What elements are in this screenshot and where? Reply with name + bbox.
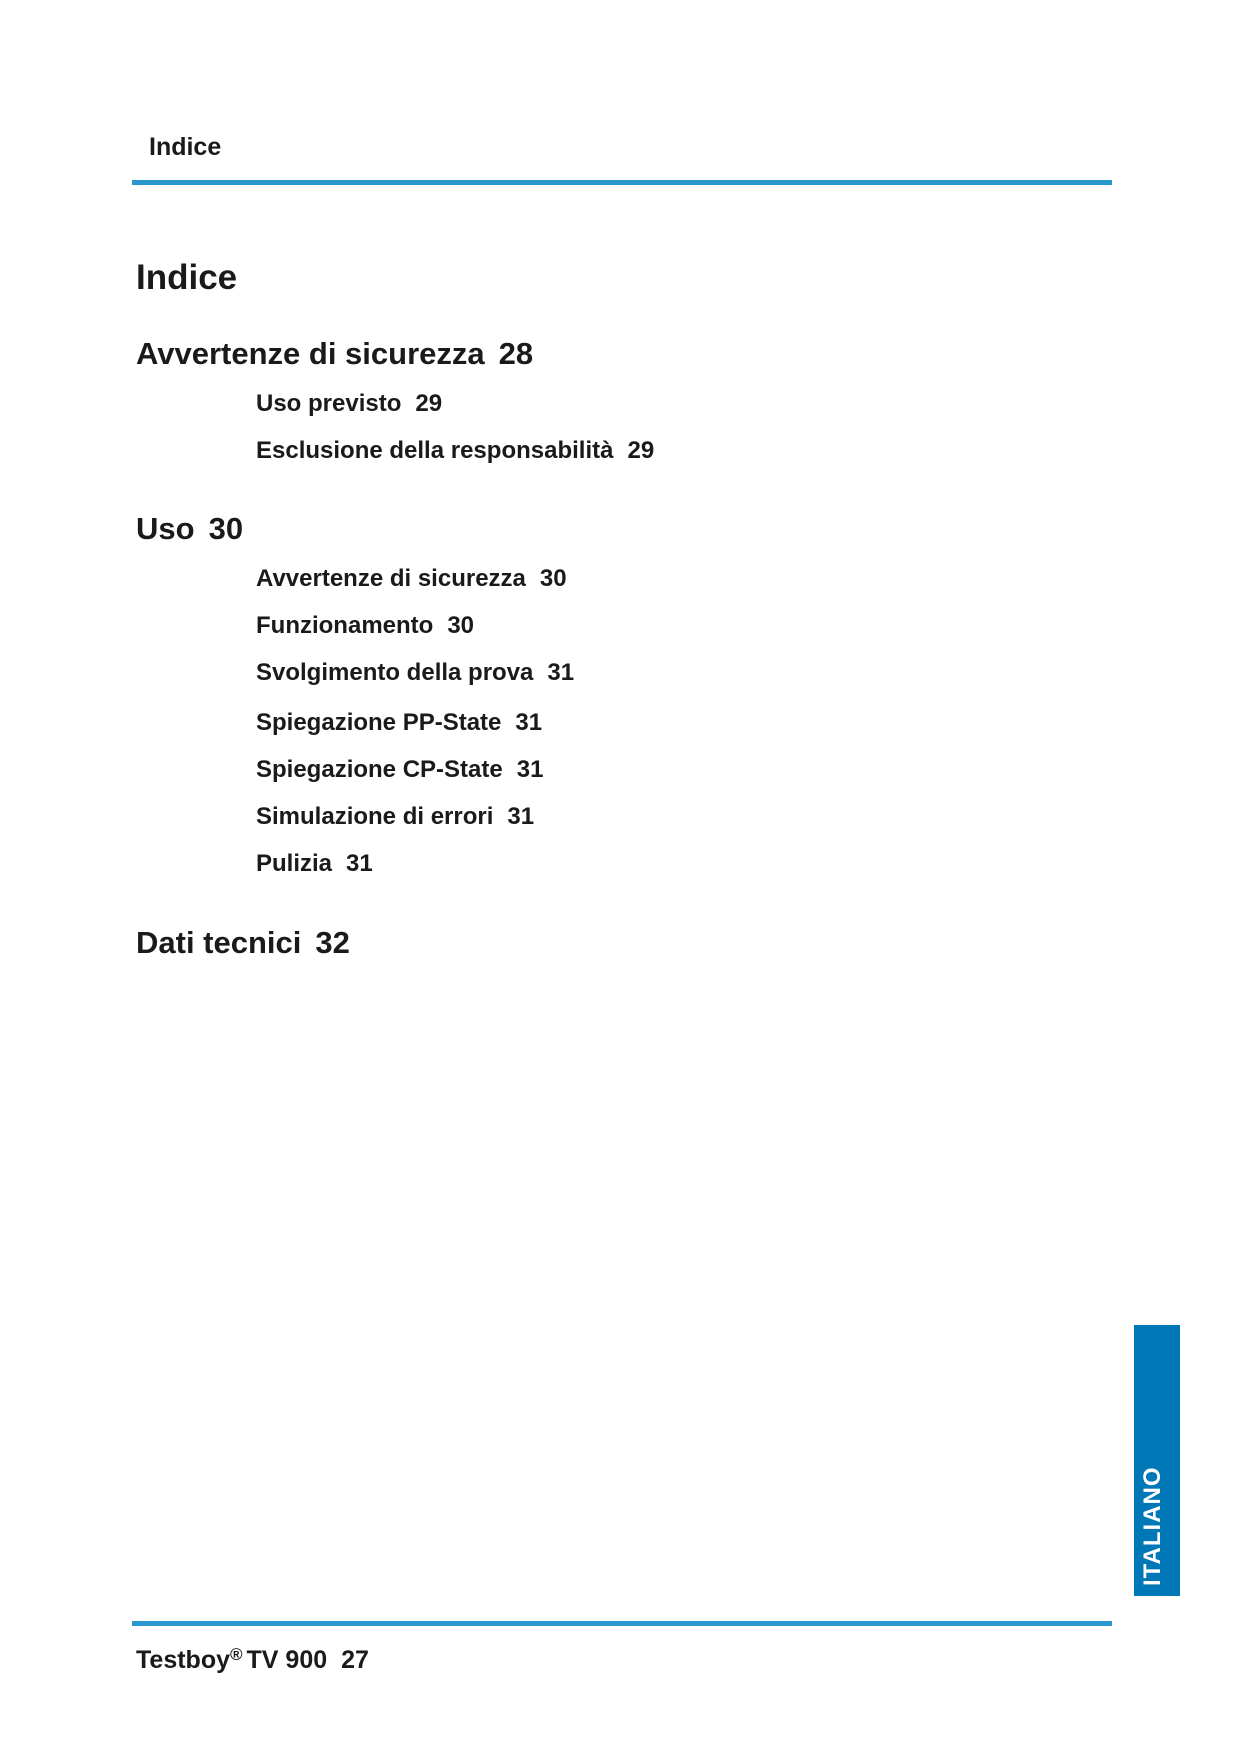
toc-section-title: Avvertenze di sicurezza xyxy=(136,336,485,371)
footer-page-number: 27 xyxy=(341,1646,369,1674)
footer-brand: Testboy xyxy=(136,1646,230,1674)
toc-item-title: Simulazione di errori xyxy=(256,803,494,830)
toc-item-page: 30 xyxy=(539,565,567,592)
toc-section-use[interactable] xyxy=(136,511,243,547)
toc-item-title: Pulizia xyxy=(256,850,333,877)
running-header: Indice xyxy=(149,133,222,161)
toc-item-page: 31 xyxy=(516,756,544,783)
toc-item-operation[interactable] xyxy=(256,612,474,640)
toc-section-safety[interactable] xyxy=(136,336,533,372)
toc-item-liability-exclusion[interactable] xyxy=(256,437,654,465)
toc-item-title: Spiegazione CP-State xyxy=(256,756,503,783)
toc-item-title: Esclusione della responsabilità xyxy=(256,437,614,464)
header-rule xyxy=(132,180,1112,185)
toc-item-page: 31 xyxy=(346,850,373,877)
toc-section-title: Dati tecnici xyxy=(136,925,302,960)
toc-item-title: Svolgimento della prova xyxy=(256,659,534,686)
toc-item-title: Spiegazione PP-State xyxy=(256,709,502,736)
toc-item-page: 31 xyxy=(507,803,535,830)
toc-section-title: Uso xyxy=(136,511,195,546)
toc-item-cp-state[interactable] xyxy=(256,756,543,784)
toc-item-error-simulation[interactable] xyxy=(256,803,534,831)
toc-item-title: Uso previsto xyxy=(256,390,402,417)
toc-item-page: 31 xyxy=(515,709,543,736)
toc-item-page: 30 xyxy=(447,612,475,639)
toc-item-test-procedure[interactable] xyxy=(256,659,574,687)
toc-item-title: Funzionamento xyxy=(256,612,434,639)
toc-item-intended-use[interactable] xyxy=(256,390,442,418)
page-title: Indice xyxy=(136,258,238,297)
registered-mark: ® xyxy=(230,1645,243,1664)
toc-item-pp-state[interactable] xyxy=(256,709,542,737)
toc-section-page: 30 xyxy=(208,511,244,546)
toc-item-safety-warnings[interactable] xyxy=(256,565,567,593)
toc-section-page: 32 xyxy=(315,925,350,960)
toc-item-title: Avvertenze di sicurezza xyxy=(256,565,526,592)
toc-item-page: 31 xyxy=(547,659,575,686)
footer-model: TV 900 xyxy=(246,1646,328,1674)
footer xyxy=(136,1645,369,1675)
toc-section-technical-data[interactable] xyxy=(136,925,350,961)
footer-rule xyxy=(132,1621,1112,1626)
language-tab-label: ITALIANO xyxy=(1139,1466,1166,1586)
language-tab xyxy=(1134,1325,1180,1596)
toc-item-page: 29 xyxy=(415,390,443,417)
toc-section-page: 28 xyxy=(498,336,534,371)
toc-item-cleaning[interactable] xyxy=(256,850,373,878)
toc-item-page: 29 xyxy=(627,437,655,464)
